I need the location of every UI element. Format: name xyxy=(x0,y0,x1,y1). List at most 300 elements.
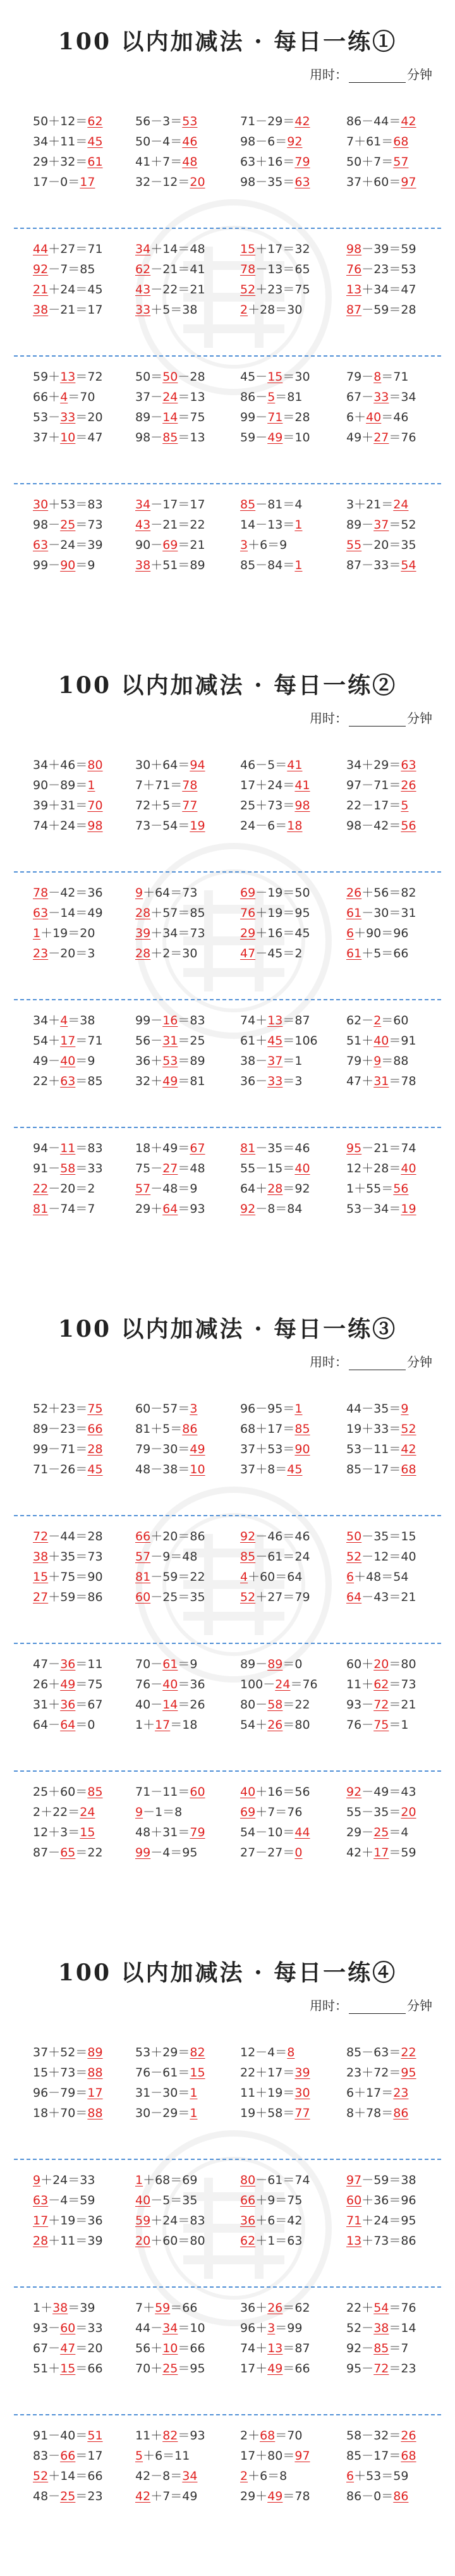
math-problem xyxy=(135,1674,205,1695)
math-problem xyxy=(33,2298,95,2318)
problem-answer: 13 xyxy=(346,2234,362,2248)
problem-answer: 66 xyxy=(240,2193,256,2207)
math-problem xyxy=(240,407,310,427)
problem-row xyxy=(27,111,444,132)
problem-text-before: 89－ xyxy=(346,518,374,532)
problem-answer: 68 xyxy=(393,135,409,149)
problem-text-before: 76－ xyxy=(135,1677,163,1691)
math-problem xyxy=(135,1010,205,1031)
problem-text-before: 17＋80＝ xyxy=(240,2449,295,2463)
math-problem xyxy=(346,1782,416,1802)
math-problem xyxy=(135,2486,197,2506)
problem-text-after: －20＝3 xyxy=(48,947,95,960)
math-problem xyxy=(135,1715,197,1735)
problem-answer: 66 xyxy=(135,1530,151,1543)
problem-text-before: 25＋60＝ xyxy=(33,1785,88,1799)
problem-answer: 52 xyxy=(240,283,256,297)
problem-text-before: 23＋72＝ xyxy=(346,2066,401,2080)
problem-answer: 92 xyxy=(240,1530,256,1543)
problem-text-before: 12＋3＝ xyxy=(33,1825,80,1839)
math-problem xyxy=(240,2042,294,2063)
problem-text-before: 55－15＝ xyxy=(240,1162,295,1175)
problem-text-after: ＝33 xyxy=(75,1162,103,1175)
problem-text-before: 30－29＝ xyxy=(135,2106,190,2120)
problem-text-after: ＝66 xyxy=(178,2341,205,2355)
problem-answer: 34 xyxy=(162,2321,178,2335)
problem-text-after: ＋53＝59 xyxy=(354,2469,409,2483)
problem-row xyxy=(27,1051,444,1071)
time-used-blank[interactable] xyxy=(349,70,406,83)
problem-text-before: 99－71＝ xyxy=(33,1442,88,1456)
math-problem xyxy=(346,1567,408,1587)
math-problem xyxy=(135,427,205,448)
math-problem xyxy=(346,1843,416,1863)
problem-answer: 34 xyxy=(182,2469,198,2483)
math-problem xyxy=(346,1587,416,1607)
problem-answer: 49 xyxy=(190,1442,205,1456)
problem-answer: 69 xyxy=(240,886,256,900)
math-problem xyxy=(135,2426,205,2446)
math-problem xyxy=(346,903,416,923)
problem-row xyxy=(27,2318,444,2338)
problem-text-before: 95－ xyxy=(346,2362,374,2376)
math-problem xyxy=(135,1587,205,1607)
math-problem xyxy=(33,1782,103,1802)
problem-answer: 50 xyxy=(346,1530,362,1543)
problem-text-before: 59＋ xyxy=(33,370,61,384)
problem-answer: 97 xyxy=(346,2173,362,2187)
math-problem xyxy=(346,2190,416,2211)
problem-text-before: 11＋ xyxy=(346,1677,374,1691)
math-problem xyxy=(33,2103,103,2123)
time-used-unit: 分钟 xyxy=(407,711,432,726)
problem-row xyxy=(27,427,444,448)
problem-text-before: 34＋29＝ xyxy=(346,758,401,772)
problem-text-after: ＝59 xyxy=(389,1846,416,1860)
problem-answer: 10 xyxy=(60,431,76,445)
problem-row xyxy=(27,387,444,407)
problem-answer: 27 xyxy=(162,1162,178,1175)
problem-text-after: ＝88 xyxy=(381,1054,409,1068)
math-problem xyxy=(135,2358,205,2379)
problem-answer: 16 xyxy=(162,1014,178,1027)
problem-text-after: ＋75＝90 xyxy=(48,1570,103,1584)
problem-answer: 62 xyxy=(240,2234,256,2248)
problem-text-before: 38－ xyxy=(240,1054,268,1068)
math-problem xyxy=(33,1547,103,1567)
math-problem xyxy=(346,1674,416,1695)
problem-answer: 81 xyxy=(33,1202,49,1216)
problem-answer: 98 xyxy=(87,819,103,833)
math-problem xyxy=(240,2318,302,2338)
problem-text-before: 18＋49＝ xyxy=(135,1141,190,1155)
problem-answer: 97 xyxy=(294,2449,310,2463)
problem-answer: 38 xyxy=(135,558,151,572)
problem-text-before: 8＋78＝ xyxy=(346,2106,394,2120)
problem-text-before: 6＋ xyxy=(346,410,367,424)
math-problem xyxy=(135,1782,205,1802)
math-problem xyxy=(346,2063,416,2083)
problem-text-before: 7＋61＝ xyxy=(346,135,394,149)
problem-text-before: 87－ xyxy=(33,1846,61,1860)
math-problem xyxy=(33,300,103,320)
math-problem xyxy=(240,1587,310,1607)
problem-text-before: 2＋ xyxy=(240,2429,260,2443)
problem-text-after: ＝76 xyxy=(389,2301,416,2315)
problem-text-before: 90－ xyxy=(135,538,163,552)
section-divider xyxy=(14,2286,441,2288)
problem-row xyxy=(27,1843,444,1863)
problem-answer: 57 xyxy=(135,1182,151,1196)
math-problem xyxy=(346,2231,416,2251)
math-problem xyxy=(240,1419,310,1439)
problem-text-after: ＋35＝73 xyxy=(48,1550,103,1564)
problem-text-after: ＝76 xyxy=(290,1677,318,1691)
problem-text-before: 49＋ xyxy=(346,431,374,445)
problem-text-before: 47－ xyxy=(33,1657,61,1671)
problem-text-after: ＋6＝8 xyxy=(248,2469,288,2483)
problem-answer: 78 xyxy=(33,886,49,900)
section-divider xyxy=(14,228,441,229)
problem-text-after: ＝20 xyxy=(75,2341,103,2355)
math-problem xyxy=(240,1782,310,1802)
problem-answer: 56 xyxy=(401,819,416,833)
problem-answer: 60 xyxy=(190,1785,205,1799)
math-problem xyxy=(33,2083,103,2103)
problem-text-after: ＋73＝86 xyxy=(361,2234,416,2248)
math-problem xyxy=(135,816,205,836)
math-problem xyxy=(240,2083,310,2103)
math-problem xyxy=(135,1526,205,1547)
problem-text-after: ＋1＝63 xyxy=(255,2234,303,2248)
problem-row xyxy=(27,943,444,964)
problem-text-before: 86－ xyxy=(240,390,268,404)
problem-text-before: 61＋ xyxy=(240,1034,268,1048)
problem-text-after: ＋19＝20 xyxy=(40,926,95,940)
problem-text-after: ＝87 xyxy=(282,1014,310,1027)
problem-answer: 28 xyxy=(87,1442,103,1456)
math-problem xyxy=(240,367,310,387)
problem-text-before: 50＋7＝ xyxy=(346,155,394,169)
math-problem xyxy=(240,795,310,816)
problem-text-after: ＋6＝42 xyxy=(255,2214,303,2228)
problem-answer: 30 xyxy=(294,2086,310,2100)
problem-row xyxy=(27,367,444,387)
problem-text-after: ＝95 xyxy=(178,2362,205,2376)
problem-answer: 26 xyxy=(401,778,416,792)
math-problem xyxy=(240,1654,302,1674)
problem-text-before: 74＋ xyxy=(240,2341,268,2355)
problem-answer: 33 xyxy=(60,410,76,424)
math-problem xyxy=(346,152,408,172)
problem-text-before: 85－84＝ xyxy=(240,558,295,572)
problem-text-after: －74＝7 xyxy=(48,1202,95,1216)
problem-text-before: 70－ xyxy=(135,1657,163,1671)
problem-text-after: －49＝43 xyxy=(361,1785,416,1799)
problem-text-before: 63＋16＝ xyxy=(240,155,295,169)
problem-row xyxy=(27,1419,444,1439)
problem-text-after: －4＝59 xyxy=(48,2193,95,2207)
problem-answer: 13 xyxy=(346,283,362,297)
problem-answer: 4 xyxy=(60,390,68,404)
problem-text-after: －8＝84 xyxy=(255,1202,303,1216)
problem-row xyxy=(27,2358,444,2379)
problem-group xyxy=(27,2170,444,2251)
problem-text-after: ＝106 xyxy=(282,1034,318,1048)
problem-text-after: －5＝35 xyxy=(150,2193,198,2207)
problem-answer: 59 xyxy=(155,2301,171,2315)
problem-text-after: ＋64＝73 xyxy=(143,886,198,900)
problem-answer: 25 xyxy=(162,2362,178,2376)
math-problem xyxy=(346,943,408,964)
problem-answer: 99 xyxy=(135,1846,151,1860)
problem-answer: 49 xyxy=(267,2362,283,2376)
problem-answer: 24 xyxy=(162,390,178,404)
math-problem xyxy=(346,2426,416,2446)
problem-answer: 62 xyxy=(87,114,103,128)
problem-group xyxy=(27,2298,444,2379)
problem-text-before: 47＋ xyxy=(346,1074,374,1088)
problem-answer: 85 xyxy=(373,2341,389,2355)
math-problem xyxy=(240,1547,310,1567)
math-problem xyxy=(135,2042,205,2063)
problem-text-after: ＝20 xyxy=(75,410,103,424)
problem-text-after: ＋14＝66 xyxy=(48,2469,103,2483)
problem-text-after: ＝36 xyxy=(178,1677,205,1691)
section-divider xyxy=(14,2159,441,2160)
math-problem xyxy=(240,1199,302,1219)
problem-text-before: 37＋53＝ xyxy=(240,1442,295,1456)
problem-group xyxy=(27,755,444,836)
time-used-blank[interactable] xyxy=(349,713,406,727)
problem-answer: 62 xyxy=(135,262,151,276)
problem-text-after: ＝70 xyxy=(68,390,95,404)
problem-answer: 72 xyxy=(373,2362,389,2376)
problem-text-before: 99－ xyxy=(240,410,268,424)
problem-answer: 38 xyxy=(52,2301,68,2315)
problem-answer: 31 xyxy=(162,1034,178,1048)
problem-row xyxy=(27,903,444,923)
problem-text-before: 22＋17＝ xyxy=(240,2066,295,2080)
problem-text-after: －30＝31 xyxy=(361,906,416,920)
problem-answer: 68 xyxy=(401,1463,416,1476)
problem-answer: 64 xyxy=(162,1202,178,1216)
problem-text-before: 44－ xyxy=(135,2321,163,2335)
problem-text-before: 3＋21＝ xyxy=(346,498,394,512)
problem-answer: 49 xyxy=(60,1677,76,1691)
problem-row xyxy=(27,2466,444,2486)
problem-answer: 21 xyxy=(33,283,49,297)
problem-text-before: 70＋ xyxy=(135,2362,163,2376)
problem-text-before: 17－0＝ xyxy=(33,175,80,189)
problem-answer: 1 xyxy=(190,2106,198,2120)
problem-text-after: ＝1 xyxy=(282,1054,303,1068)
problem-row xyxy=(27,152,444,172)
math-problem xyxy=(135,775,197,795)
math-problem xyxy=(135,2318,205,2338)
problem-text-before: 55－35＝ xyxy=(346,1805,401,1819)
problem-answer: 40 xyxy=(240,1785,256,1799)
math-problem xyxy=(240,494,302,515)
math-problem xyxy=(240,1459,302,1480)
problem-text-after: ＋27＝71 xyxy=(48,242,103,256)
problem-text-before: 53－34＝ xyxy=(346,1202,401,1216)
math-problem xyxy=(346,2466,408,2486)
problem-text-after: ＋60＝80 xyxy=(150,2234,205,2248)
math-problem xyxy=(33,1526,103,1547)
math-problem xyxy=(33,407,103,427)
problem-text-before: 85－17＝ xyxy=(346,2449,401,2463)
problem-group xyxy=(27,2426,444,2506)
problem-text-before: 52－ xyxy=(346,2321,374,2335)
problem-row xyxy=(27,1567,444,1587)
math-problem xyxy=(240,111,310,132)
math-problem xyxy=(135,152,197,172)
problem-text-after: －23＝53 xyxy=(361,262,416,276)
math-problem xyxy=(135,2298,197,2318)
problem-answer: 69 xyxy=(162,538,178,552)
problem-text-before: 89－ xyxy=(240,1657,268,1671)
problem-answer: 14 xyxy=(162,1698,178,1712)
time-used-blank[interactable] xyxy=(349,1357,406,1370)
math-problem xyxy=(346,2446,416,2466)
problem-row xyxy=(27,1547,444,1567)
problem-text-after: －44＝28 xyxy=(48,1530,103,1543)
math-problem xyxy=(33,2063,103,2083)
math-problem xyxy=(346,1071,416,1091)
problem-row xyxy=(27,494,444,515)
problem-text-after: ＋51＝89 xyxy=(150,558,205,572)
problem-text-after: ＝22 xyxy=(75,1846,103,1860)
problem-answer: 10 xyxy=(190,1463,205,1476)
problem-answer: 64 xyxy=(60,1718,76,1732)
math-problem xyxy=(33,2170,95,2190)
math-problem xyxy=(240,1802,302,1822)
math-problem xyxy=(135,407,205,427)
math-problem xyxy=(33,239,103,259)
problem-text-before: 85－17＝ xyxy=(346,1463,401,1476)
problem-text-before: 71－11＝ xyxy=(135,1785,190,1799)
problem-row xyxy=(27,1199,444,1219)
problem-answer: 63 xyxy=(401,758,416,772)
problem-text-after: ＝9 xyxy=(178,1657,198,1671)
problem-row xyxy=(27,816,444,836)
problem-text-before: 100－ xyxy=(240,1677,276,1691)
problem-text-after: ＝87 xyxy=(282,2341,310,2355)
math-problem xyxy=(240,515,302,535)
problem-row xyxy=(27,1695,444,1715)
problem-answer: 40 xyxy=(60,1054,76,1068)
problem-text-before: 46－5＝ xyxy=(240,758,288,772)
problem-text-before: 93－ xyxy=(33,2321,61,2335)
problem-answer: 15 xyxy=(240,242,256,256)
problem-text-after: ＝83 xyxy=(75,1141,103,1155)
problem-answer: 1 xyxy=(294,518,303,532)
math-problem xyxy=(33,1587,103,1607)
problem-answer: 26 xyxy=(401,2429,416,2443)
problem-text-before: 36－ xyxy=(240,1074,268,1088)
problem-text-before: 96＋ xyxy=(240,2321,268,2335)
problem-text-after: ＝9 xyxy=(75,558,95,572)
problem-text-before: 96－79＝ xyxy=(33,2086,88,2100)
math-problem xyxy=(135,2190,197,2211)
problem-answer: 53 xyxy=(162,1054,178,1068)
problem-text-before: 51＋ xyxy=(33,2362,61,2376)
math-problem xyxy=(346,1802,416,1822)
math-problem xyxy=(346,1419,416,1439)
problem-row xyxy=(27,1674,444,1695)
problem-text-before: 17＋ xyxy=(240,2362,268,2376)
problem-text-before: 91－40＝ xyxy=(33,2429,88,2443)
problem-text-after: ＝28 xyxy=(282,410,310,424)
problem-answer: 87 xyxy=(346,303,362,317)
time-used-blank[interactable] xyxy=(349,2001,406,2014)
problem-row xyxy=(27,1587,444,1607)
problem-text-after: ＋14＝48 xyxy=(150,242,205,256)
problem-answer: 67 xyxy=(190,1141,205,1155)
problem-row xyxy=(27,1138,444,1158)
problem-answer: 52 xyxy=(240,1590,256,1604)
time-used-unit: 分钟 xyxy=(407,67,432,82)
problem-answer: 1 xyxy=(33,926,41,940)
problem-text-before: 58－32＝ xyxy=(346,2429,401,2443)
problem-text-after: ＝0 xyxy=(75,1718,95,1732)
problem-text-after: ＋17＝32 xyxy=(255,242,310,256)
problem-text-after: ＝89 xyxy=(178,1054,205,1068)
problem-answer: 88 xyxy=(87,2066,103,2080)
math-problem xyxy=(240,1526,310,1547)
math-problem xyxy=(240,816,302,836)
math-problem xyxy=(135,555,205,575)
problem-row xyxy=(27,407,444,427)
problem-text-before: 40－ xyxy=(135,1698,163,1712)
math-problem xyxy=(135,2231,205,2251)
math-problem xyxy=(240,2211,302,2231)
problem-answer: 15 xyxy=(33,1570,49,1584)
problem-group xyxy=(27,1526,444,1607)
problem-answer: 36 xyxy=(60,1657,76,1671)
problem-text-before: 22－17＝ xyxy=(346,799,401,813)
problem-answer: 6 xyxy=(346,2469,355,2483)
problem-answer: 85 xyxy=(294,1422,310,1436)
math-problem xyxy=(135,2103,197,2123)
math-problem xyxy=(33,1179,95,1199)
problem-answer: 65 xyxy=(60,1846,76,1860)
problem-answer: 45 xyxy=(87,135,103,149)
problem-text-after: －22＝21 xyxy=(150,283,205,297)
problem-text-after: ＝23 xyxy=(389,2362,416,2376)
problem-answer: 2 xyxy=(373,1014,382,1027)
problem-text-before: 56＋ xyxy=(135,2341,163,2355)
problem-answer: 51 xyxy=(87,2429,103,2443)
problem-answer: 9 xyxy=(135,1805,143,1819)
math-problem xyxy=(33,427,103,448)
problem-text-before: 48＋31＝ xyxy=(135,1825,190,1839)
problem-text-before: 29＋32＝ xyxy=(33,155,88,169)
problem-text-after: ＝70 xyxy=(275,2429,303,2443)
problem-answer: 9 xyxy=(135,886,143,900)
problem-answer: 64 xyxy=(346,1590,362,1604)
problem-row xyxy=(27,172,444,192)
problem-answer: 81 xyxy=(240,1141,256,1155)
problem-answer: 60 xyxy=(135,1590,151,1604)
problem-answer: 15 xyxy=(60,2362,76,2376)
math-problem xyxy=(135,943,197,964)
problem-answer: 76 xyxy=(346,262,362,276)
math-problem xyxy=(346,494,408,515)
math-problem xyxy=(135,2466,197,2486)
problem-text-after: ＋56＝82 xyxy=(361,886,416,900)
